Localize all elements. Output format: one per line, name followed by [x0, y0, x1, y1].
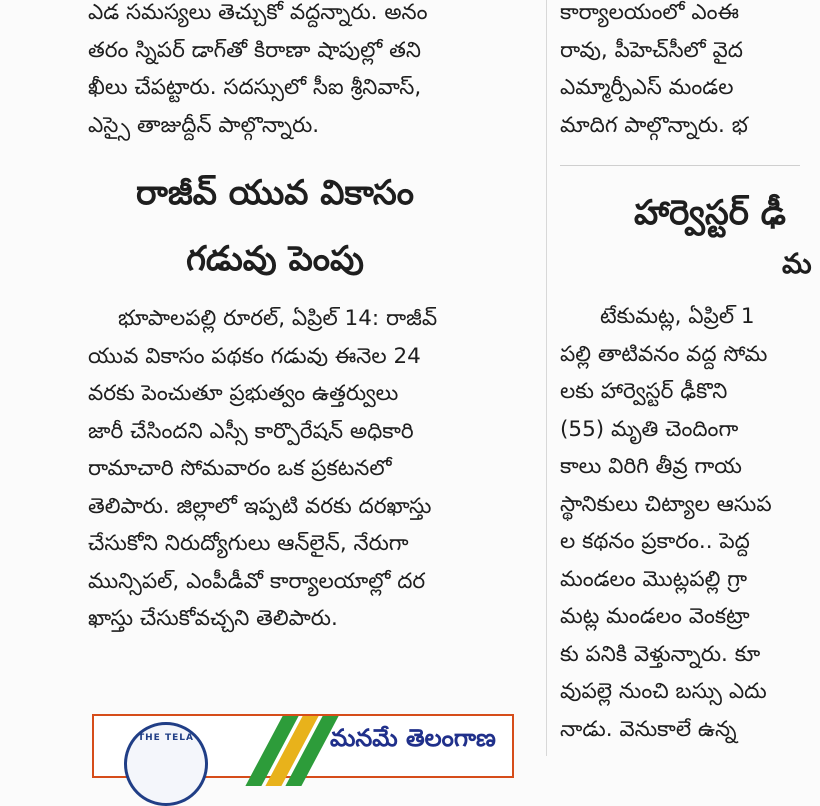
- text-line: భూపాలపల్లి రూరల్, ఏప్రిల్ 14: రాజీవ్: [118, 306, 438, 331]
- government-seal-icon: [124, 722, 208, 806]
- text-line: తెలిపారు. జిల్లాలో ఇప్పటి వరకు దరఖాస్తు: [88, 493, 432, 519]
- text-line: మాదిగ పాల్గొన్నారు. భ: [560, 112, 748, 138]
- text-line: ఖాస్తు చేసుకోవచ్చని తెలిపారు.: [88, 606, 338, 631]
- seal-text: THE TELA: [138, 733, 194, 743]
- text-line: లకు హార్వెస్టర్ ఢీకొని: [560, 379, 728, 404]
- text-line: జారీ చేసిందని ఎస్సీ కార్పొరేషన్ అధికారి: [88, 418, 414, 444]
- text-line: ఎస్సై తాజుద్దీన్ పాల్గొన్నారు.: [88, 112, 320, 138]
- article-body: [88, 300, 508, 638]
- text-line: (55) మృతి చెందింగా: [560, 416, 739, 442]
- text-line: ఎడ సమస్యలు తెచ్చుకో వద్దన్నారు. అనం: [88, 0, 428, 25]
- text-line: మున్సిపల్, ఎంపీడీవో కార్యాలయాల్లో దర: [88, 568, 426, 594]
- text-line: టేకుమట్ల, ఏప్రిల్ 1: [600, 304, 755, 329]
- text-line: నాడు. వెనుకాలే ఉన్న: [560, 716, 737, 742]
- top-paragraph: [88, 0, 508, 144]
- text-line: ఖీలు చేపట్టారు. సదస్సులో సీఐ శ్రీనివాస్,: [88, 75, 422, 100]
- text-line: కు పనికి వెళ్తున్నారు. కూ: [560, 641, 761, 667]
- text-line: మండలం మొట్లపల్లి గ్రా: [560, 566, 748, 592]
- right-top-paragraph: [560, 0, 820, 144]
- text-line: యువ వికాసం పథకం గడువు ఈనెల 24: [88, 343, 421, 369]
- ad-brand-text: మనమే తెలంగాణ: [330, 724, 496, 752]
- right-subheadline: మ: [782, 247, 812, 280]
- text-line: మట్ల మండలం వెంకట్రా: [560, 604, 750, 629]
- text-line: పల్లి తాటివనం వద్ద సోమ: [560, 341, 768, 367]
- right-headline: హార్వెస్టర్ ఢీ: [634, 193, 786, 233]
- advertisement-banner: [92, 714, 514, 778]
- headline-line-1: రాజీవ్ యువ వికాసం: [136, 173, 414, 213]
- text-line: వరకు పెంచుతూ ప్రభుత్వం ఉత్తర్వులు: [88, 381, 399, 406]
- section-divider: [560, 165, 800, 166]
- text-line: రావు, పీహెచ్‌సీలో వైద: [560, 37, 743, 63]
- text-line: తరం స్నిపర్ డాగ్‌తో కిరాణా షాపుల్లో తని: [88, 37, 421, 63]
- text-line: కార్యాలయంలో ఎంఈ: [560, 0, 739, 25]
- text-line: కాలు విరిగి తీవ్ర గాయ: [560, 454, 742, 479]
- article-headline: [40, 160, 510, 292]
- text-line: ల కథనం ప్రకారం.. పెద్ద: [560, 529, 750, 554]
- text-line: రామాచారి సోమవారం ఒక ప్రకటనలో: [88, 456, 392, 481]
- text-line: చేసుకోని నిరుద్యోగులు ఆన్‌లైన్, నేరుగా: [88, 531, 409, 556]
- text-line: స్థానికులు చిట్యాల ఆసుప: [560, 491, 772, 517]
- right-article-body: [560, 298, 820, 748]
- headline-line-2: గడువు పెంపు: [186, 239, 364, 279]
- text-line: ఎమ్మార్పీఎస్ మండల: [560, 75, 734, 100]
- text-line: వుపల్లె నుంచి బస్సు ఎదు: [560, 679, 767, 704]
- column-divider: [546, 0, 547, 756]
- right-column: [560, 0, 812, 756]
